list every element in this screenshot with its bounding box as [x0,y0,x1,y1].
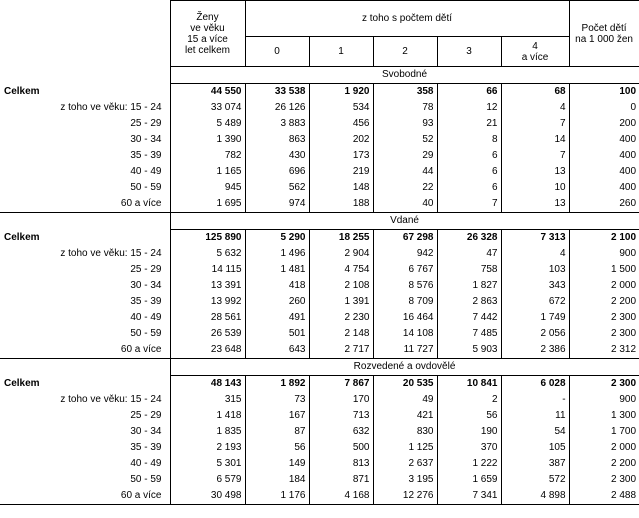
cell-women-total: 33 074 [170,100,245,116]
section-header-row [0,359,639,376]
row-label: Celkem [4,85,40,97]
cell-children-1: 534 [309,100,373,116]
cell-children-0: 643 [245,342,309,359]
row-label: 30 - 34 [130,426,162,437]
cell-children-3: 2 863 [437,294,501,310]
cell-women-total: 782 [170,148,245,164]
cell-children-4: 7 [501,148,569,164]
cell-children-0: 149 [245,456,309,472]
table-row [0,164,639,180]
cell-children-0: 974 [245,196,309,213]
cell-children-0: 3 883 [245,116,309,132]
cell-rate: 2 488 [569,488,639,505]
cell-children-3: 47 [437,246,501,262]
cell-children-4: 387 [501,456,569,472]
cell-children-2: 67 298 [373,230,437,247]
cell-women-total: 1 835 [170,424,245,440]
cell-women-total: 26 539 [170,326,245,342]
cell-children-4: 672 [501,294,569,310]
cell-rate: 260 [569,196,639,213]
cell-women-total: 13 391 [170,278,245,294]
cell-children-1: 2 904 [309,246,373,262]
cell-children-3: 1 827 [437,278,501,294]
cell-children-3: 10 841 [437,376,501,393]
cell-children-3: 190 [437,424,501,440]
table-row [0,294,639,310]
cell-children-4: 13 [501,196,569,213]
cell-children-2: 358 [373,84,437,101]
row-label: 25 - 29 [130,118,162,129]
cell-children-3: 66 [437,84,501,101]
cell-children-2: 11 727 [373,342,437,359]
cell-children-3: 26 328 [437,230,501,247]
cell-children-1: 4 168 [309,488,373,505]
cell-women-total: 14 115 [170,262,245,278]
cell-children-3: 6 [437,148,501,164]
cell-children-2: 20 535 [373,376,437,393]
row-label: Celkem [4,377,40,389]
cell-rate: 400 [569,132,639,148]
cell-women-total: 5 632 [170,246,245,262]
row-label: Celkem [4,231,40,243]
cell-rate: 2 000 [569,278,639,294]
table-header [0,1,639,67]
table-row [0,392,639,408]
cell-children-4: - [501,392,569,408]
cell-children-0: 1 481 [245,262,309,278]
row-label: 40 - 49 [130,312,162,323]
table-row [0,424,639,440]
cell-rate: 1 300 [569,408,639,424]
cell-children-3: 7 341 [437,488,501,505]
cell-children-1: 1 920 [309,84,373,101]
cell-children-4: 105 [501,440,569,456]
cell-children-3: 5 903 [437,342,501,359]
cell-children-1: 4 754 [309,262,373,278]
cell-children-0: 430 [245,148,309,164]
header-children-4-line: a více [521,51,549,63]
cell-children-0: 167 [245,408,309,424]
cell-children-1: 2 148 [309,326,373,342]
table-row [0,342,639,359]
row-label: 60 a více [0,196,170,213]
cell-children-1: 173 [309,148,373,164]
table-row [0,100,639,116]
cell-women-total: 1 418 [170,408,245,424]
cell-children-0: 501 [245,326,309,342]
cell-women-total: 945 [170,180,245,196]
cell-rate: 2 000 [569,440,639,456]
header-children-4 [501,37,569,67]
header-blank-cell [0,1,170,67]
cell-children-1: 2 717 [309,342,373,359]
cell-children-2: 29 [373,148,437,164]
cell-children-0: 73 [245,392,309,408]
cell-women-total: 13 992 [170,294,245,310]
header-rate-line: na 1 000 žen [575,33,633,45]
row-label: 35 - 39 [130,296,162,307]
cell-children-0: 696 [245,164,309,180]
header-children-0: 0 [245,37,309,67]
table-body [0,67,639,505]
cell-children-2: 942 [373,246,437,262]
cell-children-4: 103 [501,262,569,278]
cell-children-0: 5 290 [245,230,309,247]
cell-children-3: 370 [437,440,501,456]
cell-children-2: 3 195 [373,472,437,488]
cell-children-2: 14 108 [373,326,437,342]
cell-women-total: 1 165 [170,164,245,180]
section-label-blank [0,213,170,230]
cell-rate: 400 [569,164,639,180]
cell-children-1: 148 [309,180,373,196]
cell-children-0: 87 [245,424,309,440]
cell-women-total: 1 390 [170,132,245,148]
cell-children-4: 1 749 [501,310,569,326]
cell-children-0: 33 538 [245,84,309,101]
cell-children-2: 93 [373,116,437,132]
cell-children-0: 418 [245,278,309,294]
cell-children-1: 813 [309,456,373,472]
cell-children-4: 7 313 [501,230,569,247]
cell-children-4: 54 [501,424,569,440]
header-rate [569,1,639,67]
row-label: 25 - 29 [130,264,162,275]
cell-women-total: 125 890 [170,230,245,247]
table-total-row [0,376,639,393]
section-title: Rozvedené a ovdovělé [170,359,639,376]
cell-children-2: 1 125 [373,440,437,456]
cell-children-0: 26 126 [245,100,309,116]
cell-children-4: 6 028 [501,376,569,393]
header-women-line: 15 a více [187,33,228,45]
table-row [0,116,639,132]
row-label: 40 - 49 [130,166,162,177]
cell-children-1: 871 [309,472,373,488]
cell-children-0: 56 [245,440,309,456]
table-row [0,310,639,326]
cell-children-1: 1 391 [309,294,373,310]
table-row [0,180,639,196]
section-label-blank [0,67,170,84]
cell-rate: 2 200 [569,456,639,472]
cell-children-3: 12 [437,100,501,116]
cell-children-4: 13 [501,164,569,180]
cell-children-3: 1 222 [437,456,501,472]
cell-rate: 2 200 [569,294,639,310]
table-row [0,472,639,488]
cell-children-3: 21 [437,116,501,132]
row-label: 50 - 59 [130,182,162,193]
cell-rate: 2 300 [569,310,639,326]
cell-children-2: 421 [373,408,437,424]
cell-children-0: 1 892 [245,376,309,393]
cell-children-2: 22 [373,180,437,196]
row-label: z toho ve věku: 15 - 24 [60,248,162,259]
cell-rate: 200 [569,116,639,132]
cell-rate: 1 700 [569,424,639,440]
cell-children-4: 343 [501,278,569,294]
cell-rate: 2 312 [569,342,639,359]
cell-children-4: 2 056 [501,326,569,342]
cell-women-total: 6 579 [170,472,245,488]
cell-children-1: 202 [309,132,373,148]
header-women-line: ve věku [190,22,225,34]
cell-children-3: 8 [437,132,501,148]
cell-children-2: 52 [373,132,437,148]
cell-children-4: 2 386 [501,342,569,359]
cell-children-0: 260 [245,294,309,310]
table-total-row [0,230,639,247]
cell-children-2: 49 [373,392,437,408]
row-label: 60 a více [0,342,170,359]
header-children-1: 1 [309,37,373,67]
cell-children-2: 16 464 [373,310,437,326]
header-children-2: 2 [373,37,437,67]
cell-children-4: 7 [501,116,569,132]
cell-rate: 400 [569,148,639,164]
cell-children-4: 572 [501,472,569,488]
row-label: 40 - 49 [130,458,162,469]
cell-rate: 2 300 [569,472,639,488]
cell-women-total: 2 193 [170,440,245,456]
header-women-line: let celkem [184,44,230,56]
header-children-group: z toho s počtem dětí [245,1,569,37]
cell-women-total: 28 561 [170,310,245,326]
header-women-line: Ženy [196,11,219,23]
cell-children-3: 7 442 [437,310,501,326]
cell-children-1: 18 255 [309,230,373,247]
cell-children-1: 500 [309,440,373,456]
cell-women-total: 23 648 [170,342,245,359]
section-title: Svobodné [170,67,639,84]
cell-rate: 2 300 [569,326,639,342]
cell-rate: 900 [569,392,639,408]
table-row [0,278,639,294]
cell-rate: 0 [569,100,639,116]
header-women-total [170,1,245,67]
row-label: 50 - 59 [130,328,162,339]
cell-children-2: 8 576 [373,278,437,294]
cell-children-2: 78 [373,100,437,116]
cell-children-0: 491 [245,310,309,326]
cell-children-1: 632 [309,424,373,440]
header-children-4-line: 4 [532,40,538,52]
table-row [0,196,639,213]
row-label: 30 - 34 [130,134,162,145]
table-total-row [0,84,639,101]
cell-rate: 100 [569,84,639,101]
cell-children-1: 188 [309,196,373,213]
table-row [0,488,639,505]
cell-rate: 400 [569,180,639,196]
cell-children-1: 2 230 [309,310,373,326]
row-label: z toho ve věku: 15 - 24 [60,102,162,113]
header-rate-line: Počet dětí [581,22,627,34]
cell-children-3: 758 [437,262,501,278]
cell-women-total: 315 [170,392,245,408]
cell-children-3: 1 659 [437,472,501,488]
section-header-row [0,67,639,84]
table-row [0,262,639,278]
cell-children-0: 1 176 [245,488,309,505]
cell-children-4: 10 [501,180,569,196]
row-label: 60 a více [0,488,170,505]
section-title: Vdané [170,213,639,230]
cell-rate: 900 [569,246,639,262]
cell-children-2: 12 276 [373,488,437,505]
cell-women-total: 1 695 [170,196,245,213]
cell-women-total: 5 301 [170,456,245,472]
cell-children-1: 713 [309,408,373,424]
cell-children-2: 830 [373,424,437,440]
cell-children-1: 456 [309,116,373,132]
cell-women-total: 48 143 [170,376,245,393]
table-row [0,132,639,148]
cell-children-3: 7 485 [437,326,501,342]
table-row [0,408,639,424]
section-header-row [0,213,639,230]
cell-rate: 1 500 [569,262,639,278]
table-row [0,148,639,164]
cell-children-2: 6 767 [373,262,437,278]
cell-children-4: 4 [501,100,569,116]
cell-children-1: 2 108 [309,278,373,294]
table-row [0,456,639,472]
cell-children-0: 184 [245,472,309,488]
cell-children-3: 56 [437,408,501,424]
cell-children-4: 4 [501,246,569,262]
row-label: 35 - 39 [130,150,162,161]
cell-children-3: 6 [437,164,501,180]
cell-rate: 2 300 [569,376,639,393]
row-label: 50 - 59 [130,474,162,485]
cell-children-0: 1 496 [245,246,309,262]
header-children-3: 3 [437,37,501,67]
cell-children-4: 11 [501,408,569,424]
cell-children-1: 170 [309,392,373,408]
cell-children-2: 40 [373,196,437,213]
cell-children-0: 863 [245,132,309,148]
section-label-blank [0,359,170,376]
cell-children-2: 2 637 [373,456,437,472]
cell-children-2: 8 709 [373,294,437,310]
cell-children-1: 219 [309,164,373,180]
cell-children-3: 6 [437,180,501,196]
cell-children-4: 4 898 [501,488,569,505]
cell-children-2: 44 [373,164,437,180]
cell-children-4: 14 [501,132,569,148]
cell-children-4: 68 [501,84,569,101]
cell-women-total: 44 550 [170,84,245,101]
cell-children-1: 7 867 [309,376,373,393]
cell-rate: 2 100 [569,230,639,247]
table-row [0,440,639,456]
cell-women-total: 5 489 [170,116,245,132]
table-row [0,326,639,342]
table-row [0,246,639,262]
row-label: 35 - 39 [130,442,162,453]
row-label: 25 - 29 [130,410,162,421]
cell-children-0: 562 [245,180,309,196]
row-label: 30 - 34 [130,280,162,291]
cell-children-3: 2 [437,392,501,408]
cell-children-3: 7 [437,196,501,213]
cell-women-total: 30 498 [170,488,245,505]
row-label: z toho ve věku: 15 - 24 [60,394,162,405]
